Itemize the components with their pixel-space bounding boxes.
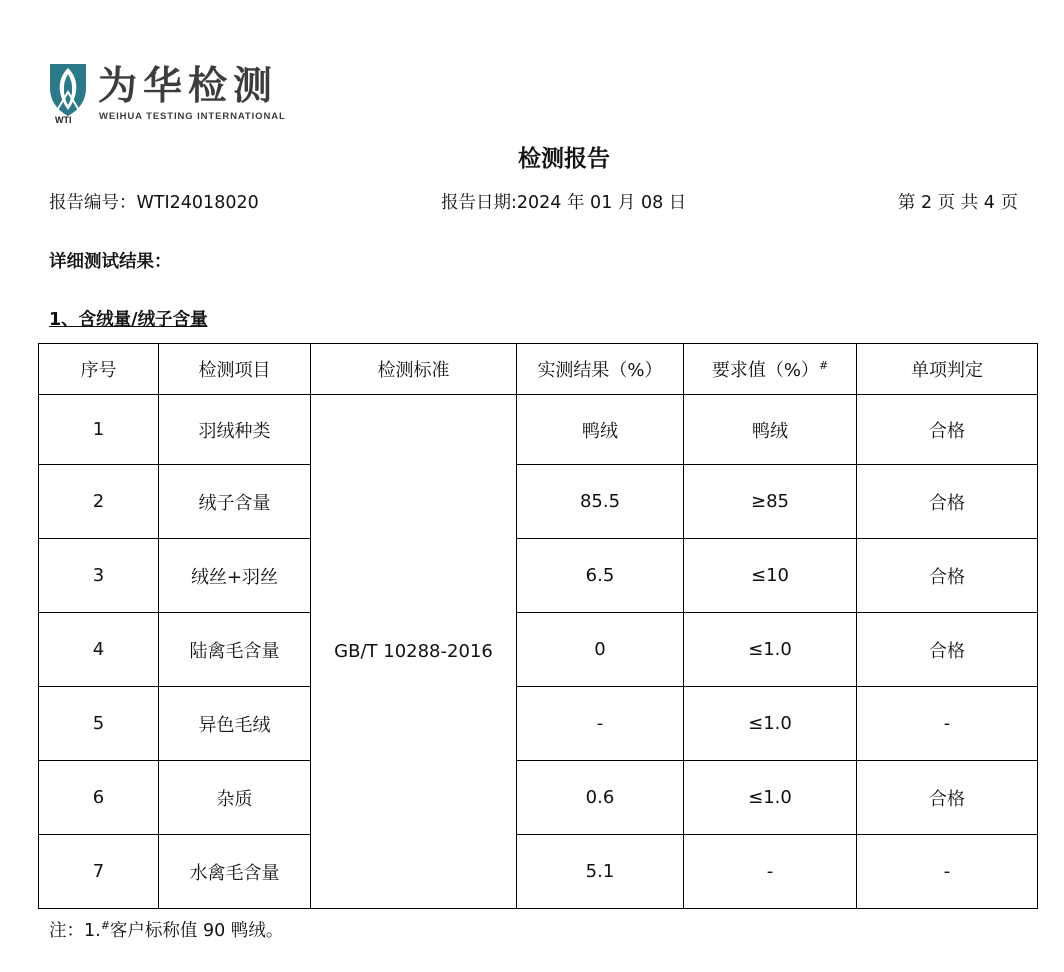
cell-no: 1	[39, 395, 159, 465]
logo-abbr: WTI	[55, 115, 72, 125]
cell-item: 水禽毛含量	[159, 835, 311, 909]
header-judgment: 单项判定	[857, 344, 1038, 395]
cell-requirement: 鸭绒	[684, 395, 857, 465]
table-row	[39, 465, 1038, 539]
cell-judgment: 合格	[857, 465, 1038, 539]
table-row	[39, 539, 1038, 613]
report-title: 检测报告	[518, 146, 610, 172]
cell-requirement: ≤1.0	[684, 761, 857, 835]
header-requirement	[684, 344, 857, 395]
header-standard: 检测标准	[311, 344, 517, 395]
section-detail-heading: 详细测试结果：	[49, 252, 172, 272]
cell-item: 异色毛绒	[159, 687, 311, 761]
cell-item: 杂质	[159, 761, 311, 835]
cell-no: 7	[39, 835, 159, 909]
cell-requirement: -	[684, 835, 857, 909]
cell-judgment: 合格	[857, 395, 1038, 465]
header-item: 检测项目	[159, 344, 311, 395]
cell-result: 鸭绒	[517, 395, 684, 465]
report-date: 报告日期:2024 年 01 月 08 日	[441, 193, 687, 213]
cell-no: 4	[39, 613, 159, 687]
cell-no: 5	[39, 687, 159, 761]
cell-requirement: ≥85	[684, 465, 857, 539]
cell-item: 绒子含量	[159, 465, 311, 539]
cell-result: 0.6	[517, 761, 684, 835]
table-row	[39, 395, 1038, 465]
results-table	[38, 343, 1038, 909]
footnote-text: 客户标称值 90 鸭绒。	[109, 921, 284, 941]
footnote	[49, 917, 283, 942]
header-requirement-mark: #	[818, 359, 829, 372]
company-logo	[46, 62, 306, 128]
cell-no: 6	[39, 761, 159, 835]
cell-judgment: -	[857, 687, 1038, 761]
cell-no: 3	[39, 539, 159, 613]
header-no: 序号	[39, 344, 159, 395]
cell-no: 2	[39, 465, 159, 539]
cell-result: 0	[517, 613, 684, 687]
header-requirement-label: 要求值（%）	[711, 360, 819, 381]
cell-result: -	[517, 687, 684, 761]
cell-requirement: ≤10	[684, 539, 857, 613]
cell-requirement: ≤1.0	[684, 687, 857, 761]
cell-item: 羽绒种类	[159, 395, 311, 465]
cell-item: 绒丝+羽丝	[159, 539, 311, 613]
table-header-row	[39, 344, 1038, 395]
cell-item: 陆禽毛含量	[159, 613, 311, 687]
header-result: 实测结果（%）	[517, 344, 684, 395]
logo-name-en: WEIHUA TESTING INTERNATIONAL	[99, 111, 286, 122]
cell-judgment: 合格	[857, 761, 1038, 835]
footnote-mark: #	[100, 919, 110, 933]
cell-result: 85.5	[517, 465, 684, 539]
section-1-heading: 1、含绒量/绒子含量	[49, 310, 208, 330]
cell-standard: GB/T 10288-2016	[311, 395, 517, 909]
cell-judgment: 合格	[857, 539, 1038, 613]
cell-judgment: 合格	[857, 613, 1038, 687]
logo-name-cn: 为华检测	[98, 64, 279, 109]
table-row	[39, 613, 1038, 687]
report-number: 报告编号：WTI24018020	[49, 193, 259, 213]
cell-result: 6.5	[517, 539, 684, 613]
cell-result: 5.1	[517, 835, 684, 909]
footnote-prefix: 注：1.	[49, 921, 101, 941]
table-row	[39, 761, 1038, 835]
page-indicator: 第 2 页 共 4 页	[897, 193, 1018, 213]
cell-requirement: ≤1.0	[684, 613, 857, 687]
cell-judgment: -	[857, 835, 1038, 909]
table-row	[39, 835, 1038, 909]
table-row	[39, 687, 1038, 761]
